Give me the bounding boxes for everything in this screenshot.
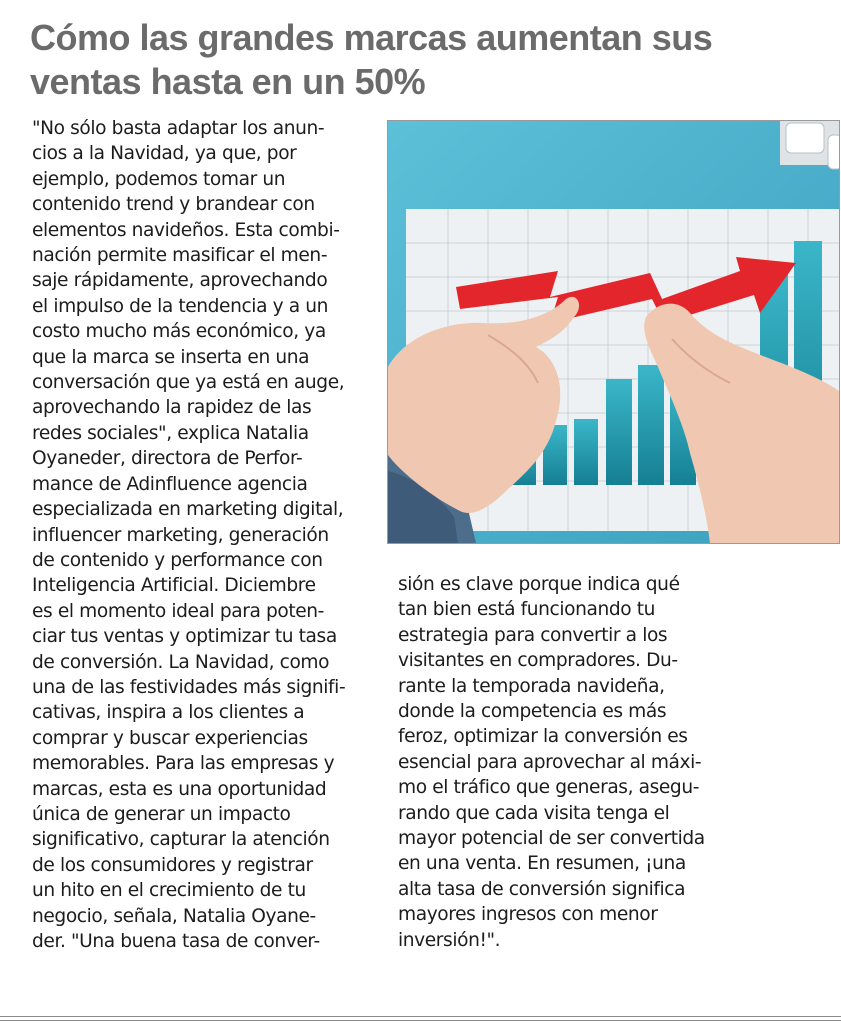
- body-text-line: una de las festividades más signifi-: [32, 676, 346, 698]
- body-text-line: de contenido y performance con: [32, 549, 323, 571]
- body-text-line: Oyaneder, directora de Perfor-: [32, 448, 303, 470]
- body-text-line: comprar y buscar experiencias: [32, 727, 308, 749]
- chart-bar: [574, 419, 598, 485]
- body-text-line: ciar tus ventas y optimizar tu tasa: [32, 626, 337, 648]
- body-text-line: cativas, inspira a los clientes a: [32, 702, 305, 724]
- body-text-line: rando que cada visita tenga el: [398, 802, 670, 824]
- body-text-line: saje rápidamente, aprovechando: [32, 270, 328, 292]
- page-divider: [0, 1016, 841, 1017]
- body-text-line: feroz, optimizar la conversión es: [398, 726, 688, 748]
- body-text-line: nación permite masificar el men-: [32, 245, 328, 267]
- body-text-line: Inteligencia Artificial. Diciembre: [32, 575, 316, 597]
- chart-bar: [606, 379, 632, 485]
- body-text-line: ejemplo, podemos tomar un: [32, 168, 286, 190]
- body-text-line: en una venta. En resumen, ¡una: [398, 853, 686, 875]
- body-text-line: contenido trend y brandear con: [32, 194, 315, 216]
- body-column-right: [398, 572, 758, 953]
- body-text-line: alta tasa de conversión significa: [398, 878, 686, 900]
- body-text-line: mayor potencial de ser convertida: [398, 828, 705, 850]
- headline-line: ventas hasta en un 50%: [30, 61, 426, 102]
- body-column-left: [32, 116, 372, 954]
- headline: [30, 16, 830, 104]
- body-text-line: der. "Una buena tasa de conver-: [32, 931, 320, 952]
- body-text-line: significativo, capturar la atención: [32, 829, 330, 851]
- article-photo: [387, 120, 840, 544]
- photo-illustration: [388, 121, 839, 543]
- body-text-line: redes sociales", explica Natalia: [32, 422, 309, 444]
- body-text-line: el impulso de la tendencia y a un: [32, 295, 328, 317]
- body-text-line: única de generar un impacto: [32, 803, 291, 825]
- body-text-line: cios a la Navidad, ya que, por: [32, 143, 297, 165]
- body-text-line: de conversión. La Navidad, como: [32, 651, 330, 673]
- body-text-line: de los consumidores y registrar: [32, 854, 313, 876]
- body-text-line: negocio, señala, Natalia Oyane-: [32, 905, 316, 927]
- body-text-line: mo el tráfico que generas, asegu-: [398, 777, 700, 799]
- body-text-line: mayores ingresos con menor: [398, 904, 658, 926]
- body-text-line: mance de Adinfluence agencia: [32, 473, 308, 495]
- body-text-line: estrategia para convertir a los: [398, 624, 668, 646]
- body-text-line: inversión!".: [398, 929, 501, 951]
- body-text-line: rante la temporada navideña,: [398, 675, 665, 697]
- body-text-line: aprovechando la rapidez de las: [32, 397, 312, 419]
- body-text-line: influencer marketing, generación: [32, 524, 329, 546]
- body-text-line: visitantes en compradores. Du-: [398, 650, 678, 672]
- page-divider: [0, 1020, 841, 1021]
- body-text-line: sión es clave porque indica qué: [398, 574, 680, 595]
- body-text-line: conversación que ya está en auge,: [32, 372, 345, 394]
- body-text-line: memorables. Para las empresas y: [32, 753, 335, 775]
- keyboard-icon: [780, 121, 839, 169]
- body-text-line: "No sólo basta adaptar los anun-: [32, 118, 325, 139]
- body-text-line: tan bien está funcionando tu: [398, 599, 656, 621]
- headline-line: Cómo las grandes marcas aumentan sus: [30, 17, 713, 58]
- body-text-line: que la marca se inserta en una: [32, 346, 310, 368]
- body-text-line: costo mucho más económico, ya: [32, 321, 326, 343]
- body-text-line: un hito en el crecimiento de tu: [32, 880, 306, 902]
- chart-bar: [638, 365, 664, 485]
- body-text-line: es el momento ideal para poten-: [32, 600, 324, 622]
- body-text-line: especializada en marketing digital,: [32, 499, 344, 521]
- body-text-line: elementos navideños. Esta combi-: [32, 219, 340, 241]
- body-text-line: marcas, esta es una oportunidad: [32, 778, 327, 800]
- body-text-line: esencial para aprovechar al máxi-: [398, 751, 702, 773]
- body-text-line: donde la competencia es más: [398, 701, 667, 723]
